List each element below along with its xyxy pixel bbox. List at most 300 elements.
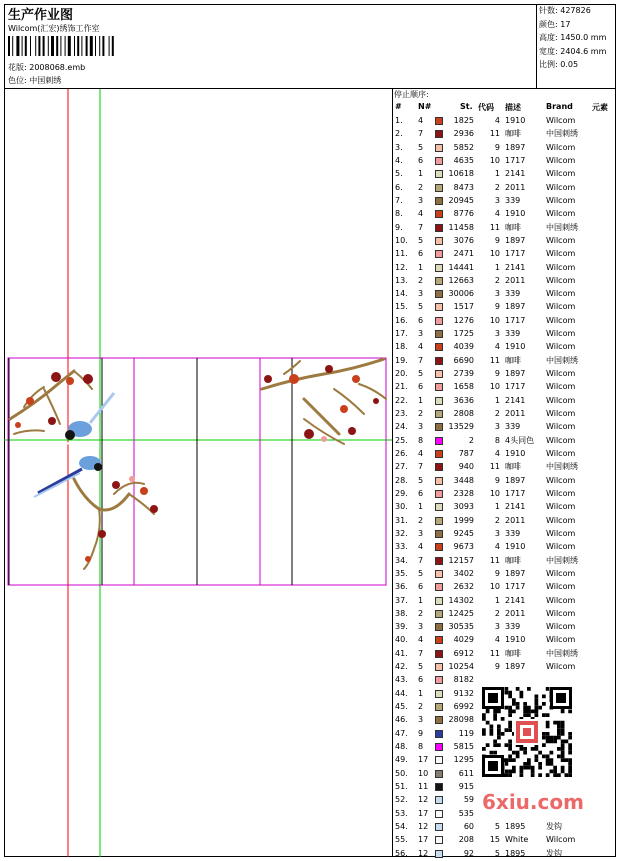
color-swatch [435,530,443,538]
needle-number: 6 [418,249,424,259]
color-swatch [435,810,443,818]
color-swatch [435,317,443,325]
table-header [0,102,620,113]
stitch-count: 1295 [453,755,474,765]
stop-sequence-title: 停止顺序: [394,90,429,99]
color-description: 1897 [505,142,526,152]
table-row [0,541,620,554]
needle-number: 11 [418,782,429,791]
color-position-label: 色位: [8,76,27,85]
table-row [0,208,620,221]
row-number: 29. [395,488,408,498]
table-row [0,115,620,128]
needle-number: 6 [418,315,424,325]
needle-number: 2 [418,275,424,285]
stitch-count: 2808 [453,409,474,419]
color-swatch [435,490,443,498]
color-swatch [435,410,443,418]
needle-number: 3 [418,622,424,632]
thread-brand: Wilcom [546,568,576,578]
color-swatch [435,730,443,738]
stat-height: 高度: 1450.0 mm [539,33,607,42]
needle-number: 3 [418,422,424,432]
table-row [0,515,620,528]
needle-number: 1 [418,688,424,698]
row-number: 34. [395,555,408,565]
needle-number: 2 [418,608,424,618]
stitch-count: 10618 [448,169,474,179]
row-number: 23. [395,409,408,419]
color-description: 咖啡 [505,462,521,472]
color-code: 9 [494,235,500,245]
stitch-count: 8182 [453,675,474,685]
color-code: 8 [494,435,500,445]
color-swatch [435,117,443,125]
thread-brand: Wilcom [546,329,576,339]
color-code: 4 [494,449,500,458]
row-number: 1. [395,116,403,125]
stitch-count: 119 [458,728,474,738]
stitch-count: 3636 [453,395,474,405]
thread-brand: 中国刺绣 [546,648,578,658]
thread-brand: 发钩 [546,848,562,858]
row-number: 40. [395,635,408,645]
table-row [0,475,620,488]
stitch-count: 92 [463,848,474,858]
thread-brand: Wilcom [546,409,576,419]
color-code: 10 [489,382,500,392]
color-swatch [435,570,443,578]
color-swatch [435,836,443,844]
stitch-count: 10254 [448,662,474,672]
color-code: 2 [494,515,500,525]
thread-brand: 中国刺绣 [546,355,578,365]
table-row [0,608,620,621]
row-number: 24. [395,422,408,432]
color-swatch [435,650,443,658]
color-position-value: 中国刺绣 [29,76,62,85]
needle-number: 1 [418,595,424,605]
color-code: 10 [489,488,500,498]
thread-brand: Wilcom [546,488,576,498]
color-code: 1 [494,395,500,405]
row-number: 53. [395,808,408,818]
stitch-count: 14302 [448,595,474,605]
color-swatch [435,210,443,218]
header-element: 元素 [592,103,608,112]
color-description: 咖啡 [505,222,521,232]
thread-brand: Wilcom [546,302,576,312]
color-swatch [435,543,443,551]
stitch-count: 12425 [448,608,474,618]
stitch-count: 11458 [448,222,474,232]
color-description: 2011 [505,515,526,525]
color-position-line [8,75,61,86]
color-swatch [435,157,443,165]
stitch-count: 9673 [453,542,474,552]
color-swatch [435,450,443,458]
needle-number: 5 [418,302,424,312]
color-swatch [435,783,443,791]
color-swatch [435,850,443,858]
color-code: 10 [489,249,500,259]
color-code: 2 [494,608,500,618]
color-code: 4 [494,116,500,125]
stat-stitches: 针数: 427826 [539,6,591,15]
thread-brand: Wilcom [546,142,576,152]
color-description: 咖啡 [505,648,521,658]
color-description: 1895 [505,848,526,858]
stitch-count: 535 [458,808,474,818]
needle-number: 7 [418,355,424,365]
thread-brand: Wilcom [546,435,576,445]
color-code: 5 [494,821,500,831]
row-number: 46. [395,715,408,725]
color-description: 339 [505,195,521,205]
stitch-count: 787 [458,449,474,458]
stitch-count: 208 [458,835,474,845]
color-code: 11 [489,555,500,565]
header-brand: Brand [546,102,573,111]
table-row [0,301,620,314]
thread-brand: Wilcom [546,275,576,285]
needle-number: 7 [418,462,424,472]
color-swatch [435,397,443,405]
needle-number: 2 [418,702,424,712]
row-number: 44. [395,688,408,698]
color-swatch [435,463,443,471]
table-row [0,621,620,634]
color-code: 2 [494,409,500,419]
thread-brand: Wilcom [546,235,576,245]
color-code: 9 [494,662,500,672]
table-row [0,262,620,275]
needle-number: 5 [418,475,424,485]
color-swatch [435,477,443,485]
thread-brand: Wilcom [546,289,576,299]
color-description: 1910 [505,449,526,458]
color-description: 339 [505,329,521,339]
needle-number: 17 [418,808,429,818]
table-row [0,581,620,594]
thread-brand: Wilcom [546,502,576,512]
stitch-count: 2471 [453,249,474,259]
thread-brand: Wilcom [546,608,576,618]
color-code: 9 [494,568,500,578]
needle-number: 3 [418,289,424,299]
row-number: 13. [395,275,408,285]
color-swatch [435,623,443,631]
row-number: 18. [395,342,408,352]
color-code: 1 [494,262,500,272]
color-description: 4头同色 [505,435,535,445]
row-number: 56. [395,848,408,858]
needle-number: 1 [418,395,424,405]
color-description: 2141 [505,502,526,512]
needle-number: 3 [418,329,424,339]
color-swatch [435,423,443,431]
needle-number: 3 [418,195,424,205]
color-description: 咖啡 [505,355,521,365]
stitch-count: 28098 [448,715,474,725]
table-row [0,661,620,674]
thread-brand: Wilcom [546,595,576,605]
row-number: 2. [395,129,403,139]
color-description: 339 [505,422,521,432]
color-code: 4 [494,342,500,352]
color-description: 1717 [505,155,526,165]
needle-number: 6 [418,488,424,498]
row-number: 49. [395,755,408,765]
color-code: 3 [494,528,500,538]
needle-number: 5 [418,235,424,245]
header-stitches: St. [460,102,473,111]
row-number: 8. [395,209,403,219]
thread-brand: Wilcom [546,209,576,219]
row-number: 42. [395,662,408,672]
row-number: 55. [395,835,408,845]
color-code: 9 [494,369,500,379]
needle-number: 5 [418,142,424,152]
stitch-count: 60 [463,821,474,831]
color-swatch [435,517,443,525]
row-number: 21. [395,382,408,392]
row-number: 30. [395,502,408,512]
needle-number: 7 [418,129,424,139]
color-code: 10 [489,155,500,165]
needle-number: 4 [418,342,424,352]
color-swatch [435,197,443,205]
table-row [0,315,620,328]
color-swatch [435,610,443,618]
thread-brand: 发钩 [546,821,562,831]
table-row [0,222,620,235]
color-description: 339 [505,622,521,632]
row-number: 19. [395,355,408,365]
color-swatch [435,130,443,138]
header-code: 代码 [478,103,494,112]
design-file-label: 花版: [8,63,27,72]
needle-number: 5 [418,369,424,379]
color-description: 1895 [505,821,526,831]
thread-brand: 中国刺绣 [546,129,578,139]
row-number: 33. [395,542,408,552]
table-row [0,448,620,461]
color-swatch [435,437,443,445]
color-swatch [435,503,443,511]
watermark: 6xiu.com [482,790,584,814]
stitch-count: 3076 [453,235,474,245]
needle-number: 2 [418,182,424,192]
color-code: 9 [494,302,500,312]
stitch-count: 8776 [453,209,474,219]
color-swatch [435,237,443,245]
color-code: 1 [494,595,500,605]
color-swatch [435,357,443,365]
row-number: 16. [395,315,408,325]
header-description: 描述 [505,103,521,112]
header-no: # [395,102,402,111]
needle-number: 5 [418,662,424,672]
thread-brand: Wilcom [546,155,576,165]
stat-width: 宽度: 2404.6 mm [539,46,607,56]
needle-number: 4 [418,449,424,458]
color-code: 3 [494,289,500,299]
color-description: 1717 [505,382,526,392]
table-row [0,381,620,394]
needle-number: 4 [418,209,424,219]
stitch-count: 940 [458,462,474,472]
color-code: 15 [489,835,500,845]
stitch-count: 1276 [453,315,474,325]
thread-brand: Wilcom [546,662,576,672]
barcode [8,36,138,56]
color-description: 2141 [505,262,526,272]
thread-brand: Wilcom [546,395,576,405]
row-number: 22. [395,395,408,405]
row-number: 51. [395,782,408,791]
color-swatch [435,703,443,711]
thread-brand: 中国刺绣 [546,222,578,232]
needle-number: 12 [418,795,429,805]
table-row [0,235,620,248]
thread-brand: Wilcom [546,542,576,552]
color-swatch [435,250,443,258]
thread-brand: Wilcom [546,635,576,645]
stitch-count: 14441 [448,262,474,272]
needle-number: 9 [418,728,424,738]
row-number: 32. [395,528,408,538]
color-swatch [435,770,443,778]
table-row [0,155,620,168]
color-code: 11 [489,648,500,658]
color-swatch [435,597,443,605]
stitch-count: 2 [468,435,474,445]
design-file-value: 2008068.emb [29,63,86,72]
color-swatch [435,663,443,671]
needle-number: 5 [418,568,424,578]
needle-number: 4 [418,116,424,125]
stitch-count: 1658 [453,382,474,392]
needle-number: 6 [418,675,424,685]
table-row [0,648,620,661]
color-code: 4 [494,209,500,219]
row-number: 17. [395,329,408,339]
stitch-count: 3402 [453,568,474,578]
stitch-count: 30006 [448,289,474,299]
table-row [0,195,620,208]
color-description: 1717 [505,315,526,325]
color-description: 1897 [505,568,526,578]
row-number: 41. [395,648,408,658]
thread-brand: Wilcom [546,182,576,192]
color-swatch [435,636,443,644]
table-row [0,461,620,474]
color-swatch [435,303,443,311]
table-row [0,368,620,381]
color-description: White [505,835,529,845]
color-description: 1897 [505,235,526,245]
needle-number: 3 [418,528,424,538]
thread-brand: Wilcom [546,835,576,845]
needle-number: 12 [418,848,429,858]
stitch-count: 59 [463,795,474,805]
color-description: 1717 [505,249,526,259]
thread-brand: Wilcom [546,262,576,272]
row-number: 12. [395,262,408,272]
color-description: 1897 [505,662,526,672]
color-swatch [435,583,443,591]
color-swatch [435,557,443,565]
color-code: 9 [494,142,500,152]
needle-number: 7 [418,648,424,658]
table-row [0,568,620,581]
table-row [0,408,620,421]
row-number: 20. [395,369,408,379]
needle-number: 2 [418,515,424,525]
row-number: 37. [395,595,408,605]
color-description: 1910 [505,116,526,125]
thread-brand: Wilcom [546,315,576,325]
stitch-count: 20945 [448,195,474,205]
needle-number: 12 [418,821,429,831]
stitch-count: 12157 [448,555,474,565]
stat-colors: 颜色: 17 [539,19,571,29]
row-number: 39. [395,622,408,632]
color-code: 5 [494,848,500,858]
stat-scale: 比例: 0.05 [539,60,579,69]
color-description: 2141 [505,595,526,605]
color-swatch [435,796,443,804]
color-description: 1717 [505,488,526,498]
table-row [0,341,620,354]
row-number: 25. [395,435,408,445]
stitch-count: 13529 [448,422,474,432]
needle-number: 3 [418,715,424,725]
color-code: 3 [494,622,500,632]
row-number: 28. [395,475,408,485]
table-row [0,328,620,341]
table-row [0,435,620,448]
color-code: 11 [489,129,500,139]
color-description: 339 [505,289,521,299]
color-description: 1897 [505,369,526,379]
row-number: 10. [395,235,408,245]
stitch-count: 1825 [453,116,474,125]
stitch-count: 12663 [448,275,474,285]
row-number: 9. [395,222,403,232]
color-swatch [435,144,443,152]
table-row [0,128,620,141]
stitch-count: 5815 [453,742,474,752]
color-description: 1910 [505,209,526,219]
row-number: 5. [395,169,403,179]
needle-number: 4 [418,635,424,645]
table-row [0,834,620,847]
needle-number: 17 [418,835,429,845]
needle-number: 7 [418,555,424,565]
row-number: 26. [395,449,408,458]
thread-brand: 中国刺绣 [546,462,578,472]
needle-number: 17 [418,755,429,765]
thread-brand: Wilcom [546,422,576,432]
stats-panel [539,4,606,72]
color-code: 9 [494,475,500,485]
color-swatch [435,343,443,351]
stitch-count: 6992 [453,702,474,712]
row-number: 4. [395,155,403,165]
color-description: 1717 [505,582,526,592]
